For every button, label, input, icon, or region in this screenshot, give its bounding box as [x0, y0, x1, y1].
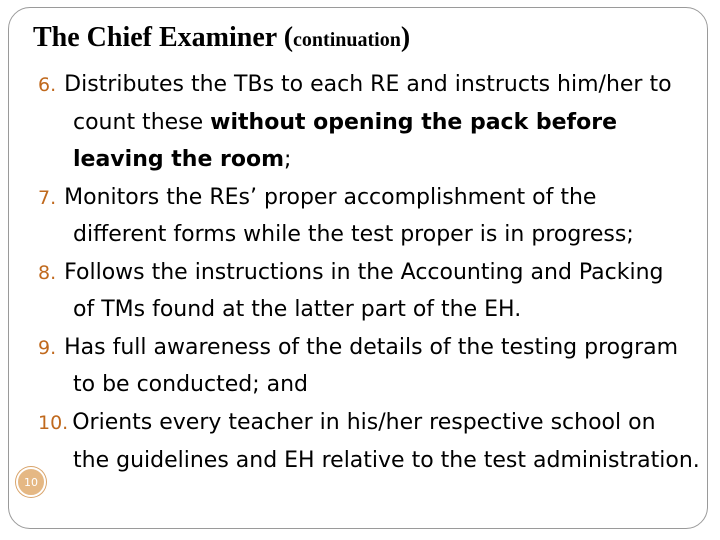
slide-title — [33, 18, 410, 60]
list-item-10-line-2 — [73, 442, 700, 479]
item-text-bold: without opening the pack before — [210, 110, 618, 135]
item-text: Distributes the TBs to each RE and instructs him/her to — [64, 72, 672, 97]
item-text: Has full awareness of the details of the testing program — [64, 335, 679, 360]
list-item-6-line-1 — [38, 66, 672, 104]
list-item-7-line-2 — [73, 216, 634, 253]
title-main: The Chief Examiner ( — [33, 22, 294, 53]
title-subtitle: continuation — [293, 29, 401, 51]
list-item-7-line-1 — [38, 179, 596, 217]
item-text: Orients every teacher in his/her respective school on — [72, 410, 656, 435]
item-text: to be conducted; and — [73, 372, 308, 397]
item-text: Follows the instructions in the Accounting and Packing — [64, 260, 664, 285]
page-number: 10 — [24, 475, 38, 489]
item-number: 7. — [38, 187, 57, 209]
list-item-9-line-2 — [73, 366, 308, 403]
list-item-8-line-2 — [73, 291, 521, 328]
list-item-6-line-2 — [73, 104, 617, 141]
item-number: 9. — [38, 337, 57, 359]
list-item-8-line-1 — [38, 254, 664, 292]
item-text: Monitors the REs’ proper accomplishment of the — [64, 185, 597, 210]
item-text: ; — [284, 147, 292, 172]
item-text-bold: leaving the room — [73, 147, 285, 172]
item-text: different forms while the test proper is in progress; — [73, 222, 634, 247]
list-item-9-line-1 — [38, 329, 678, 367]
page-number-badge — [16, 467, 46, 497]
title-close: ) — [400, 22, 411, 53]
item-text: of TMs found at the latter part of the EH. — [73, 297, 522, 322]
list-item-10-line-1 — [38, 404, 656, 442]
item-number: 8. — [38, 262, 57, 284]
item-text: the guidelines and EH relative to the test administration. — [73, 448, 700, 473]
list-item-6-line-3 — [73, 141, 291, 178]
item-number: 6. — [38, 74, 57, 96]
item-number: 10. — [38, 412, 69, 434]
item-text: count these — [73, 110, 211, 135]
